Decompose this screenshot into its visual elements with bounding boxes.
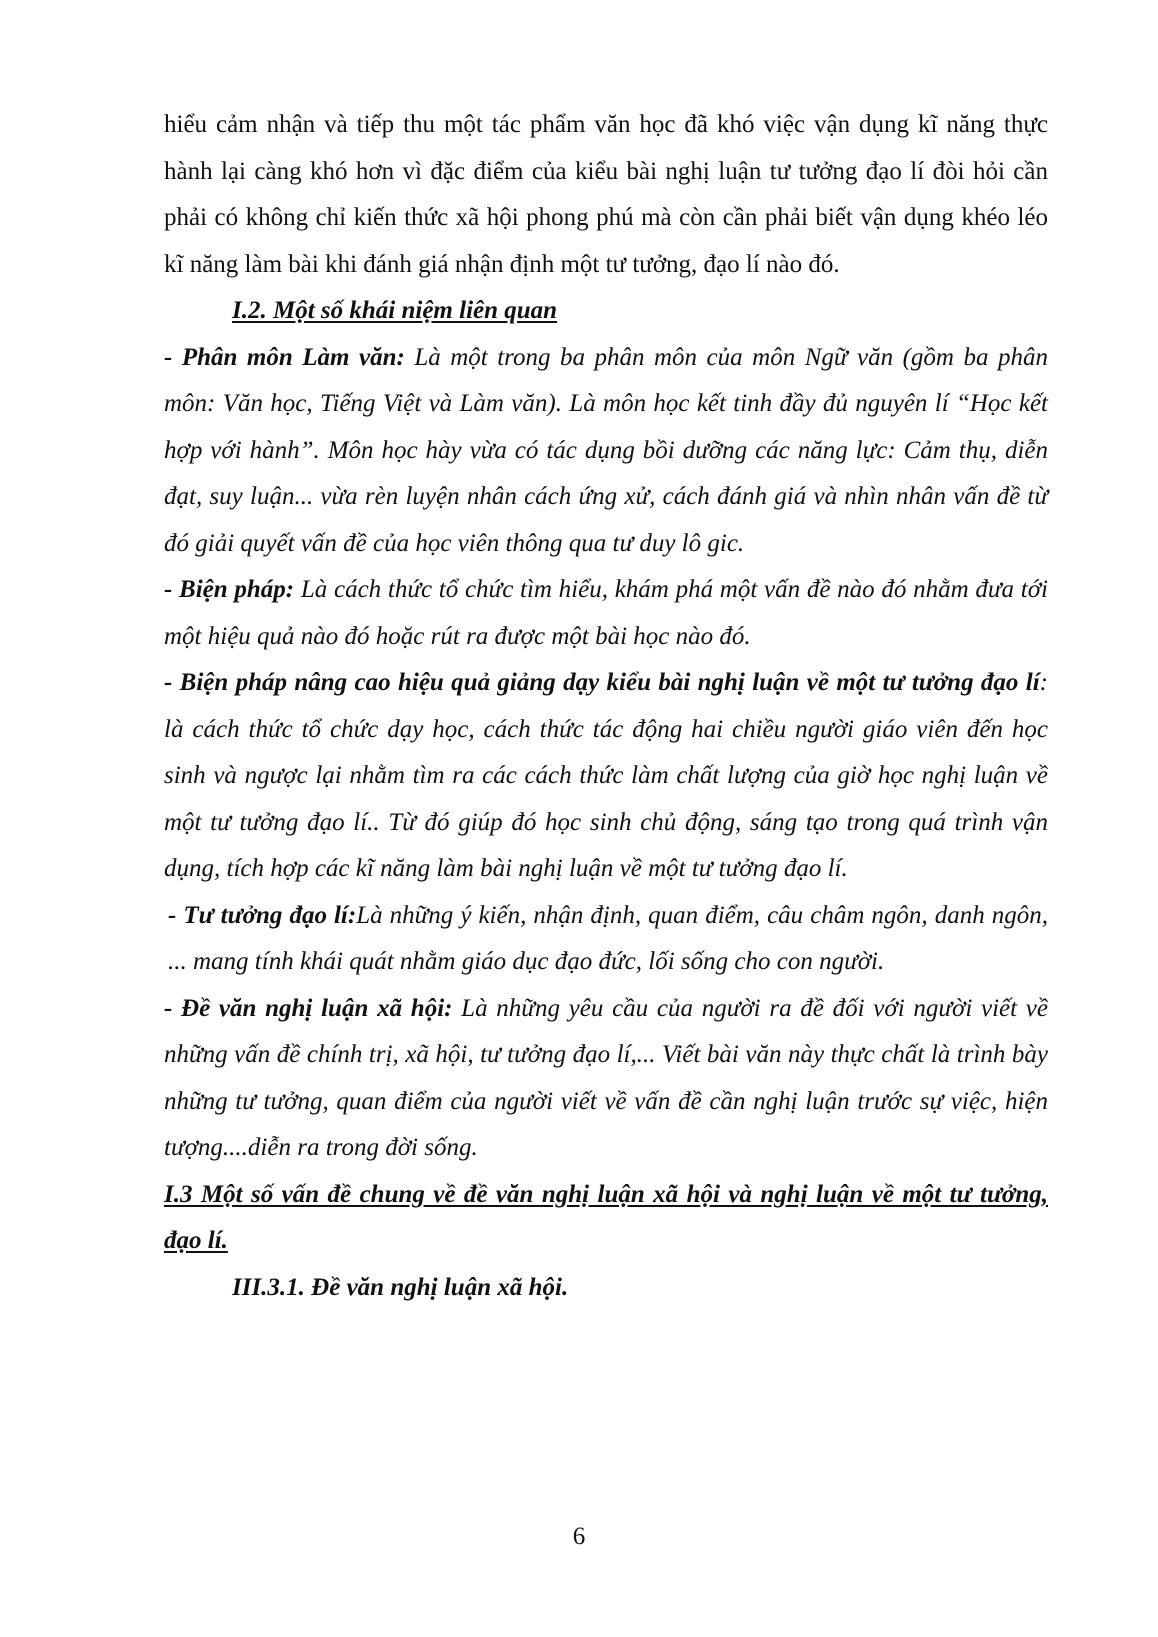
definition-term: - Đề văn nghị luận xã hội: <box>164 994 453 1022</box>
subsection-heading-3-3-1: III.3.1. Đề văn nghị luận xã hội. <box>232 1273 569 1301</box>
definition-term: - Biện pháp: <box>164 576 295 603</box>
definition-tu-tuong-dao-li <box>164 893 1048 986</box>
page-number: 6 <box>572 1523 586 1550</box>
definition-body: Là những yêu cầu của người ra đề đối với người viết về những vấn đề chính trị, xã hội, tư tưởng đạo lí,... Viết bài văn này thực chất là trình bày những tư tưởng, quan điểm của người viết về vấn đề cần nghị luận trước sự việc, hiện tượng....diễn ra trong đời sống. <box>164 994 1048 1161</box>
definition-bien-phap <box>164 567 1048 660</box>
document-body <box>164 102 1048 1311</box>
definition-de-van-nghi-luan-xa-hoi <box>164 986 1048 1172</box>
definition-bien-phap-nang-cao <box>164 660 1048 893</box>
definition-body: Là cách thức tổ chức tìm hiểu, khám phá một vấn đề nào đó nhằm đưa tới một hiệu quả nào đó hoặc rút ra được một bài học nào đó. <box>164 576 1048 650</box>
definition-term: - Biện pháp nâng cao hiệu quả giảng dạy kiểu bài nghị luận về một tư tưởng đạo lí <box>164 669 1040 696</box>
definition-body: Là những ý kiến, nhận định, quan điểm, câu châm ngôn, danh ngôn, ... mang tính khái quát nhằm giáo dục đạo đức, lối sống cho con người. <box>168 901 1048 975</box>
section-heading-1-3: I.3 Một số vấn đề chung về đề văn nghị luận xã hội và nghị luận về một tư tưởng, đạo lí. <box>164 1180 1048 1254</box>
definition-phan-mon-lam-van <box>164 335 1048 568</box>
intro-paragraph: hiểu cảm nhận và tiếp thu một tác phẩm văn học đã khó việc vận dụng kĩ năng thực hành lại càng khó hơn vì đặc điểm của kiểu bài nghị luận tư tưởng đạo lí đòi hỏi cần phải có không chỉ kiến thức xã hội phong phú mà còn cần phải biết vận dụng khéo léo kĩ năng làm bài khi đánh giá nhận định một tư tưởng, đạo lí nào đó. <box>164 111 1048 278</box>
definition-body: Là một trong ba phân môn của môn Ngữ văn (gồm ba phân môn: Văn học, Tiếng Việt và Làm văn). Là môn học kết tinh đầy đủ nguyên lí “Học kết hợp với hành”. Môn học hày vừa có tác dụng bồi dưỡng các năng lực: Cảm thụ, diễn đạt, suy luận... vừa rèn luyện nhân cách ứng xử, cách đánh giá và nhìn nhân vấn đề từ đó giải quyết vấn đề của học viên thông qua tư duy lô gic. <box>164 343 1048 557</box>
definition-term: - Phân môn Làm văn: <box>164 343 405 371</box>
definition-term: - Tư tưởng đạo lí: <box>168 901 357 929</box>
definition-body: : là cách thức tổ chức dạy học, cách thức tác động hai chiều người giáo viên đến học sinh và ngược lại nhằm tìm ra các cách thức làm chất lượng của giờ học nghị luận về một tư tưởng đạo lí.. Từ đó giúp đó học sinh chủ động, sáng tạo trong quá trình vận dụng, tích hợp các kĩ năng làm bài nghị luận về một tư tưởng đạo lí. <box>164 669 1048 882</box>
section-heading-1-2: I.2. Một số khái niệm liên quan <box>232 297 558 324</box>
